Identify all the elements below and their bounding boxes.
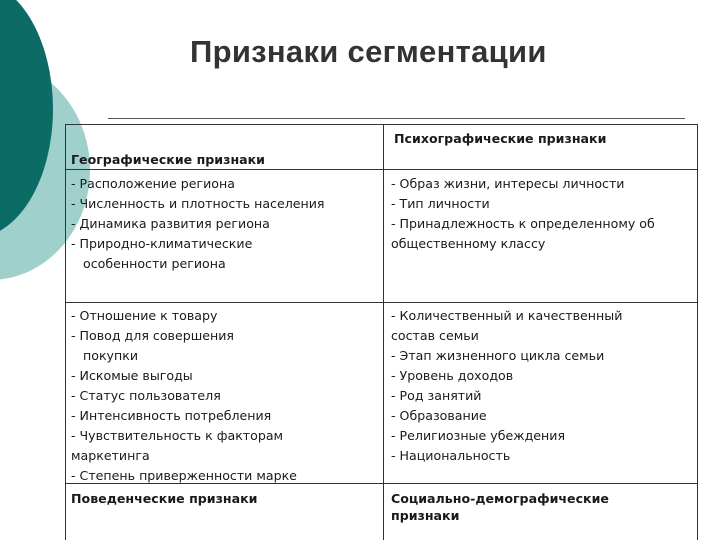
list-item: - Количественный и качественный (391, 308, 623, 323)
list-item: - Численность и плотность населения (71, 196, 325, 211)
list-item: - Образ жизни, интересы личности (391, 176, 625, 191)
header-geographic: Географические признаки (71, 152, 266, 167)
header-behavioral: Поведенческие признаки (71, 491, 258, 506)
geographic-list (71, 174, 325, 274)
list-item: общественному классу (391, 236, 546, 251)
segmentation-table (65, 124, 698, 540)
title-divider (108, 118, 685, 119)
header-sociodemographic (391, 490, 609, 524)
list-item: - Тип личности (391, 196, 490, 211)
list-item: маркетинга (71, 448, 150, 463)
header-line: признаки (391, 508, 460, 523)
list-item: - Религиозные убеждения (391, 428, 566, 443)
list-item: - Этап жизненного цикла семьи (391, 348, 605, 363)
psychographic-list (391, 174, 655, 254)
list-item: особенности региона (71, 256, 226, 271)
header-psychographic: Психографические признаки (394, 131, 607, 146)
list-item: - Искомые выгоды (71, 368, 193, 383)
list-item: - Повод для совершения (71, 328, 234, 343)
list-item: - Статус пользователя (71, 388, 221, 403)
header-line: Социально-демографические (391, 491, 609, 506)
list-item: состав семьи (391, 328, 479, 343)
list-item: - Образование (391, 408, 487, 423)
list-item: - Динамика развития региона (71, 216, 270, 231)
list-item: - Интенсивность потребления (71, 408, 272, 423)
behavioral-list (71, 306, 297, 486)
row-divider (66, 302, 697, 303)
list-item: - Род занятий (391, 388, 482, 403)
list-item: - Отношение к товару (71, 308, 218, 323)
list-item: - Степень приверженности марке (71, 468, 297, 483)
row-divider (66, 169, 697, 170)
list-item: - Чувствительность к факторам (71, 428, 284, 443)
list-item: - Национальность (391, 448, 511, 463)
list-item: - Природно-климатические (71, 236, 253, 251)
column-divider (383, 125, 384, 540)
list-item: покупки (71, 348, 139, 363)
sociodemographic-list (391, 306, 622, 466)
list-item: - Уровень доходов (391, 368, 514, 383)
list-item: - Расположение региона (71, 176, 235, 191)
list-item: - Принадлежность к определенному об (391, 216, 655, 231)
slide-title: Признаки сегментации (190, 34, 547, 69)
